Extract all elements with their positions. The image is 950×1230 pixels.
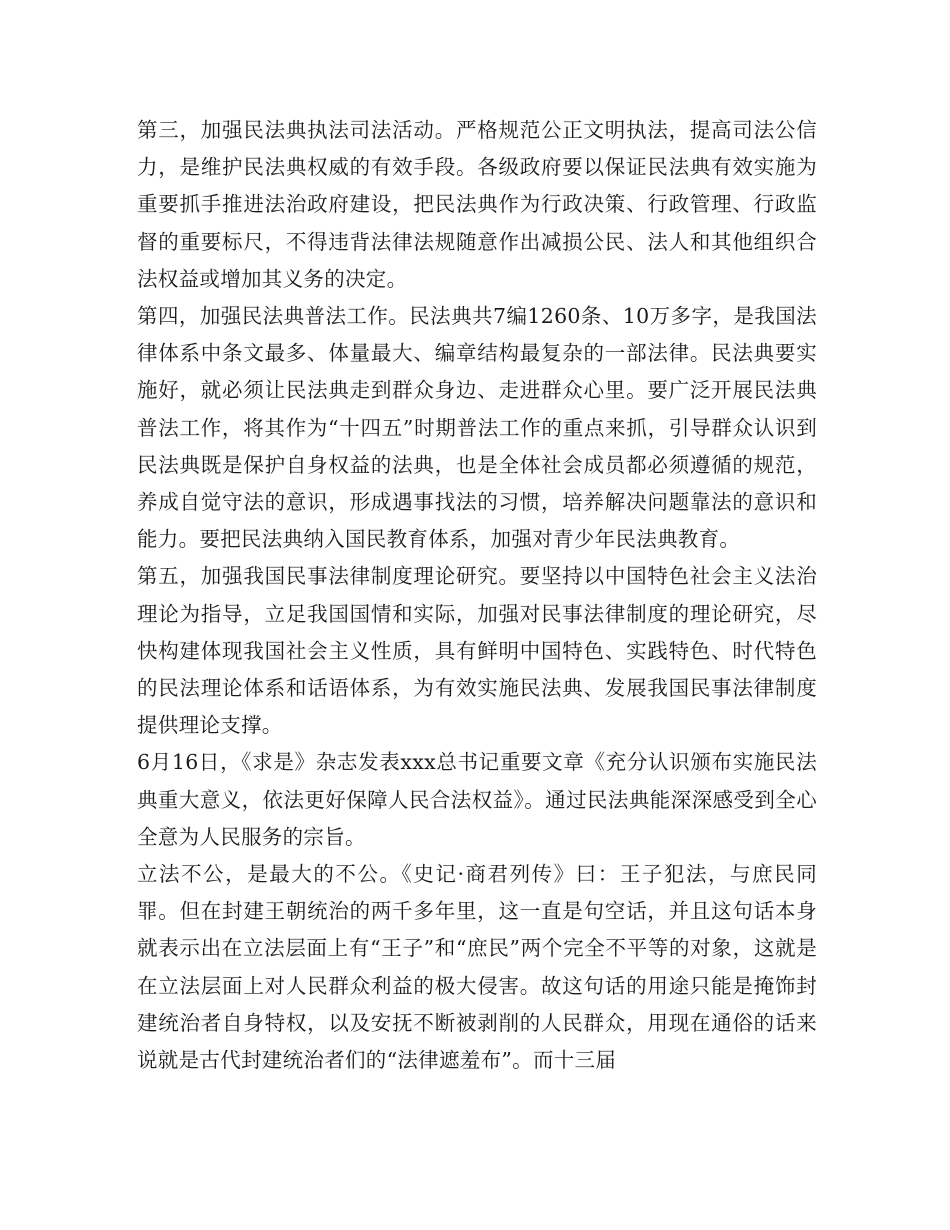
paragraph-third-point: 第三，加强民法典执法司法活动。严格规范公正文明执法，提高司法公信力，是维护民法典权威的有效手段。各级政府要以保证民法典有效实施为重要抓手推进法治政府建设，把民法典作为行政决策、行政管理、行政监督的重要标尺，不得违背法律法规随意作出减损公民、法人和其他组织合法权益或增加其义务的决定。 [137,118,817,291]
paragraph-fourth-point: 第四，加强民法典普法工作。民法典共7编1260条、10万多字，是我国法律体系中条文最多、体量最大、编章结构最复杂的一部法律。民法典要实施好，就必须让民法典走到群众身边、走进群众心里。要广泛开展民法典普法工作，将其作为“十四五”时期普法工作的重点来抓，引导群众认识到民法典既是保护自身权益的法典，也是全体社会成员都必须遵循的规范，养成自觉守法的意识，形成遇事找法的习惯，培养解决问题靠法的意识和能力。要把民法典纳入国民教育体系，加强对青少年民法典教育。 [137,304,817,552]
paragraph-fifth-point: 第五，加强我国民事法律制度理论研究。要坚持以中国特色社会主义法治理论为指导，立足我国国情和实际，加强对民事法律制度的理论研究，尽快构建体现我国社会主义性质，具有鲜明中国特色、实践特色、时代特色的民法理论体系和话语体系，为有效实施民法典、发展我国民事法律制度提供理论支撑。 [137,564,817,738]
document-body [137,112,817,1079]
paragraph-qiushi-article: 6月16日，《求是》杂志发表xxx总书记重要文章《充分认识颁布实施民法典重大意义，依法更好保障人民合法权益》。通过民法典能深深感受到全心全意为人民服务的宗旨。 [137,750,817,849]
paragraph-legislation-fairness: 立法不公，是最大的不公。《史记·商君列传》曰：王子犯法，与庶民同罪。但在封建王朝统治的两千多年里，这一直是句空话，并且这句话本身就表示出在立法层面上有“王子”和“庶民”两个完全不平等的对象，这就是在立法层面上对人民群众利益的极大侵害。故这句话的用途只能是掩饰封建统治者自身特权，以及安抚不断被剥削的人民群众，用现在通俗的话来说就是古代封建统治者们的“法律遮羞布”。而十三届 [137,862,817,1073]
